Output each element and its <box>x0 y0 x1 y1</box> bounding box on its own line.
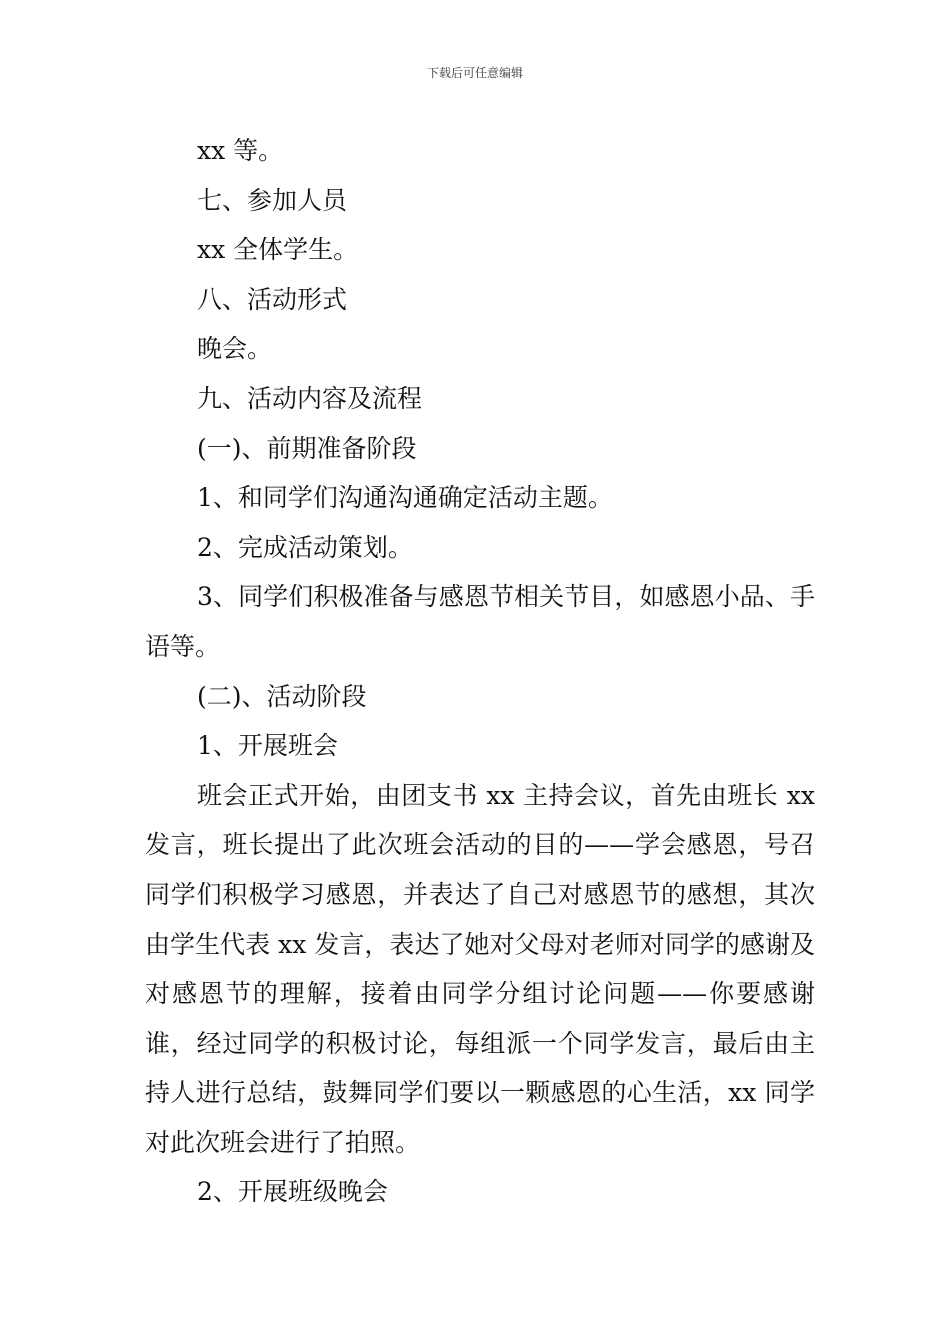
section-heading: 八、活动形式 <box>197 284 348 314</box>
paragraph: xx 等。 <box>197 136 284 165</box>
paragraph: 晚会。 <box>197 334 273 364</box>
list-item: 2、完成活动策划。 <box>197 532 413 562</box>
paragraph: 班会正式开始，由团支书 xx 主持会议，首先由班长 xx 发言，班长提出了此次班会活动的目的——学会感恩，号召同学们积极学习感恩，并表达了自己对感恩节的感想，其次由学生代表 xx 发言，表达了她对父母对老师对同学的感谢及对感恩节的理解，接着由同学分组讨论问题——你要感谢谁，经过同学的积极讨论，每组派一个同学发言，最后由主持人进行总结，鼓舞同学们要以一颗感恩的心生活，xx 同学对此次班会进行了拍照。 <box>145 780 815 1157</box>
list-item: 2、开展班级晚会 <box>197 1177 388 1207</box>
list-item: 1、开展班会 <box>197 731 338 761</box>
page-header-note: 下载后可任意编辑 <box>426 66 523 80</box>
paragraph: xx 全体学生。 <box>197 235 359 265</box>
section-heading: 七、参加人员 <box>197 185 348 215</box>
document-body <box>145 126 815 1217</box>
list-item: 3、同学们积极准备与感恩节相关节目，如感恩小品、手语等。 <box>145 582 815 661</box>
section-heading: 九、活动内容及流程 <box>197 383 423 413</box>
subsection-heading: (二)、活动阶段 <box>197 681 367 711</box>
list-item: 1、和同学们沟通沟通确定活动主题。 <box>197 483 613 513</box>
subsection-heading: (一)、前期准备阶段 <box>197 433 417 463</box>
